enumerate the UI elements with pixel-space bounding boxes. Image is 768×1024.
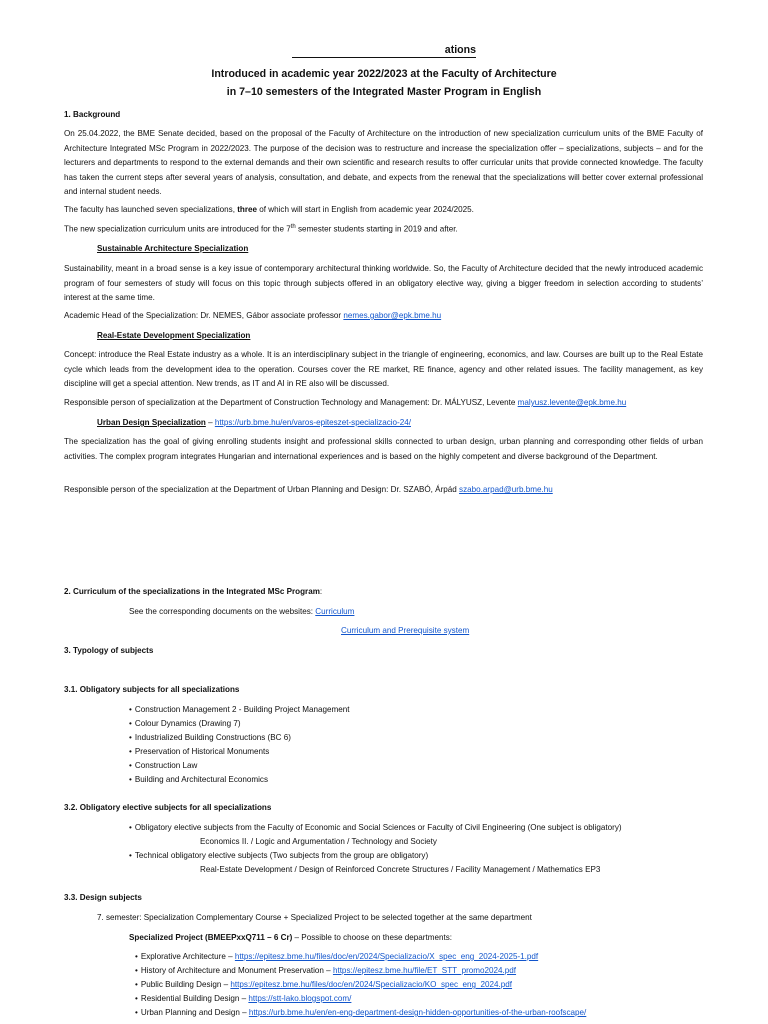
specialized-project-line: [129, 933, 452, 944]
list-item: [135, 952, 586, 966]
sustainable-head-email-link[interactable]: nemes.gabor@epk.bme.hu: [343, 311, 442, 320]
realestate-resp-line: [64, 398, 626, 409]
sustainable-head-label: Academic Head of the Specialization: Dr. NEMES, Gábor associate professor: [64, 311, 344, 320]
list-item: • Building and Architectural Economics: [129, 775, 349, 789]
list-item: • Obligatory elective subjects from the Faculty of Economic and Social Sciences or Faculty of Civil Engineering (One subject is obligatory): [129, 823, 622, 837]
elective-subjects-list: [129, 823, 622, 837]
background-paragraph: On 25.04.2022, the BME Senate decided, based on the proposal of the Faculty of Architecture on the introduction of new specialization curriculum units of the BME Faculty of Architecture Integrated MSc Program in 2022/2023. The purpose of the decision was to restructure and increase the specialization offer – specializations, subjects – and for the lecturers and departments to respond to the external demands and their own scientific and research results to offer curricular units that provide connected knowledge. The faculty has taken the current steps after several years of analysis, consultation, and debate, and expects from the renewal that the specializations will better cover external professional and internal student needs.: [64, 129, 703, 196]
semester7-text: 7. semester: Specialization Complementary Course + Specialized Project to be selected together at the same department: [97, 913, 532, 922]
urban-resp-line: [64, 485, 553, 496]
elective-subjects-heading: 3.2. Obligatory elective subjects for all specializations: [64, 803, 272, 812]
semester-text-sup: th: [290, 224, 296, 230]
elective-subjects-list-2: [129, 851, 428, 865]
elective2-detail: Real-Estate Development / Design of Reinforced Concrete Structures / Facility Management / Mathematics EP3: [200, 865, 601, 874]
list-item: • Industrialized Building Constructions (BC 6): [129, 733, 349, 747]
document-title: [292, 44, 476, 58]
urban-heading-line: [97, 418, 411, 429]
list-item: • Colour Dynamics (Drawing 7): [129, 719, 349, 733]
list-item: [135, 966, 586, 980]
department-link[interactable]: https://epitesz.bme.hu/file/ET_STT_promo2024.pdf: [332, 966, 517, 975]
subtitle-line-2: in 7–10 semesters of the Integrated Master Program in English: [226, 86, 542, 98]
obligatory-subjects-list: [129, 705, 349, 789]
curriculum-prerequisite-link[interactable]: Curriculum and Prerequisite system: [341, 626, 470, 635]
urban-resp-label: Responsible person of the specialization at the Department of Urban Planning and Design: Dr. SZABÓ, Árpád: [64, 485, 460, 494]
department-link[interactable]: https://urb.bme.hu/en/en-eng-department-design-hidden-opportunities-of-the-urban-roofscape/: [248, 1008, 587, 1017]
list-item: [135, 980, 586, 994]
list-item: • Preservation of Historical Monuments: [129, 747, 349, 761]
realestate-resp-email-link[interactable]: malyusz.levente@epk.bme.hu: [517, 398, 627, 407]
background-text-bold: three: [237, 205, 258, 214]
curriculum-prereq-line: [341, 626, 469, 637]
elective1-detail: Economics II. / Logic and Argumentation / Technology and Society: [200, 837, 437, 846]
specialized-project-rest: – Possible to choose on these departments:: [292, 933, 453, 942]
sustainable-heading: Sustainable Architecture Specialization: [97, 244, 249, 253]
obligatory-subjects-heading: 3.1. Obligatory subjects for all specializations: [64, 685, 240, 694]
design-subjects-heading: 3.3. Design subjects: [64, 893, 142, 902]
section-heading-background: 1. Background: [64, 110, 121, 119]
department-name: Residential Building Design –: [140, 994, 249, 1003]
list-item: [135, 1008, 586, 1022]
list-item: [135, 994, 586, 1008]
realestate-resp-label: Responsible person of specialization at the Department of Construction Technology and Management: Dr. MÁLYUSZ, Levente: [64, 398, 518, 407]
urban-resp-email-link[interactable]: szabo.arpad@urb.bme.hu: [459, 485, 553, 494]
department-name: Public Building Design –: [140, 980, 231, 989]
urban-heading: Urban Design Specialization: [97, 418, 206, 427]
curriculum-heading-line: [64, 587, 322, 598]
curriculum-see-text: See the corresponding documents on the websites:: [129, 607, 316, 616]
department-name: Urban Planning and Design –: [140, 1008, 249, 1017]
document-title-text: ations: [444, 44, 476, 56]
specialized-project-bold: Specialized Project (BMEEPxxQ711 – 6 Cr): [129, 933, 293, 942]
list-item: • Construction Law: [129, 761, 349, 775]
background-specializations-text: [64, 205, 474, 216]
realestate-paragraph: Concept: introduce the Real Estate industry as a whole. It is an interdisciplinary subject in the triangle of engineering, economics, and law. Courses are built up to the Real Estate cycle which leads from the development idea to the operation. Courses cover the RE market, RE finance, agency and other related issues. The facility management, as key discipline will get a special attention. New trends, as IT and AI in RE also will be discussed.: [64, 350, 703, 388]
semester-text-b: semester students starting in 2019 and after.: [295, 224, 458, 234]
urban-dash: –: [205, 418, 215, 427]
realestate-heading: Real-Estate Development Specialization: [97, 331, 251, 340]
curriculum-link[interactable]: Curriculum: [315, 607, 355, 616]
background-text-c: of which will start in English from academic year 2024/2025.: [257, 205, 474, 214]
semester-text-a: The new specialization curriculum units are introduced for the 7: [64, 224, 291, 234]
list-item: • Technical obligatory elective subjects (Two subjects from the group are obligatory): [129, 851, 428, 865]
curriculum-heading: 2. Curriculum of the specializations in the Integrated MSc Program: [64, 587, 320, 596]
sustainable-paragraph: Sustainability, meant in a broad sense is a key issue of contemporary architectural thinking worldwide. So, the Faculty of Architecture decided that the newly introduced academic program of four semesters of study will focus on this topic through subjects offered in an obligatory elective way, giving a bigger freedom in selection according to students’ interest at the same time.: [64, 264, 703, 302]
urban-url-link[interactable]: https://urb.bme.hu/en/varos-epiteszet-specializacio-24/: [214, 418, 411, 427]
curriculum-heading-suffix: :: [319, 587, 323, 596]
curriculum-see-line: [129, 607, 354, 618]
department-link[interactable]: https://stt-lako.blogspot.com/: [248, 994, 352, 1003]
background-semester-text: [64, 224, 458, 235]
subtitle-line-1: Introduced in academic year 2022/2023 at the Faculty of Architecture: [211, 68, 557, 80]
departments-list: [135, 952, 586, 1022]
background-text-a: The faculty has launched seven specializations,: [64, 205, 238, 214]
list-item: • Construction Management 2 - Building Project Management: [129, 705, 349, 719]
urban-paragraph: The specialization has the goal of giving enrolling students insight and professional skills connected to urban design, urban planning and corresponding other fields of urban activities. The complex program integrates Hungarian and international experiences and is based on the highly competent and diverse background of the Department.: [64, 437, 703, 461]
department-name: History of Architecture and Monument Preservation –: [140, 966, 333, 975]
department-name: Explorative Architecture –: [140, 952, 235, 961]
department-link[interactable]: https://epitesz.bme.hu/files/doc/en/2024/Specializacio/X_spec_eng_2024-2025-1.pdf: [234, 952, 539, 961]
department-link[interactable]: https://epitesz.bme.hu/files/doc/en/2024/Specializacio/KO_spec_eng_2024.pdf: [230, 980, 513, 989]
typology-heading: 3. Typology of subjects: [64, 646, 154, 655]
sustainable-head-line: [64, 311, 441, 322]
